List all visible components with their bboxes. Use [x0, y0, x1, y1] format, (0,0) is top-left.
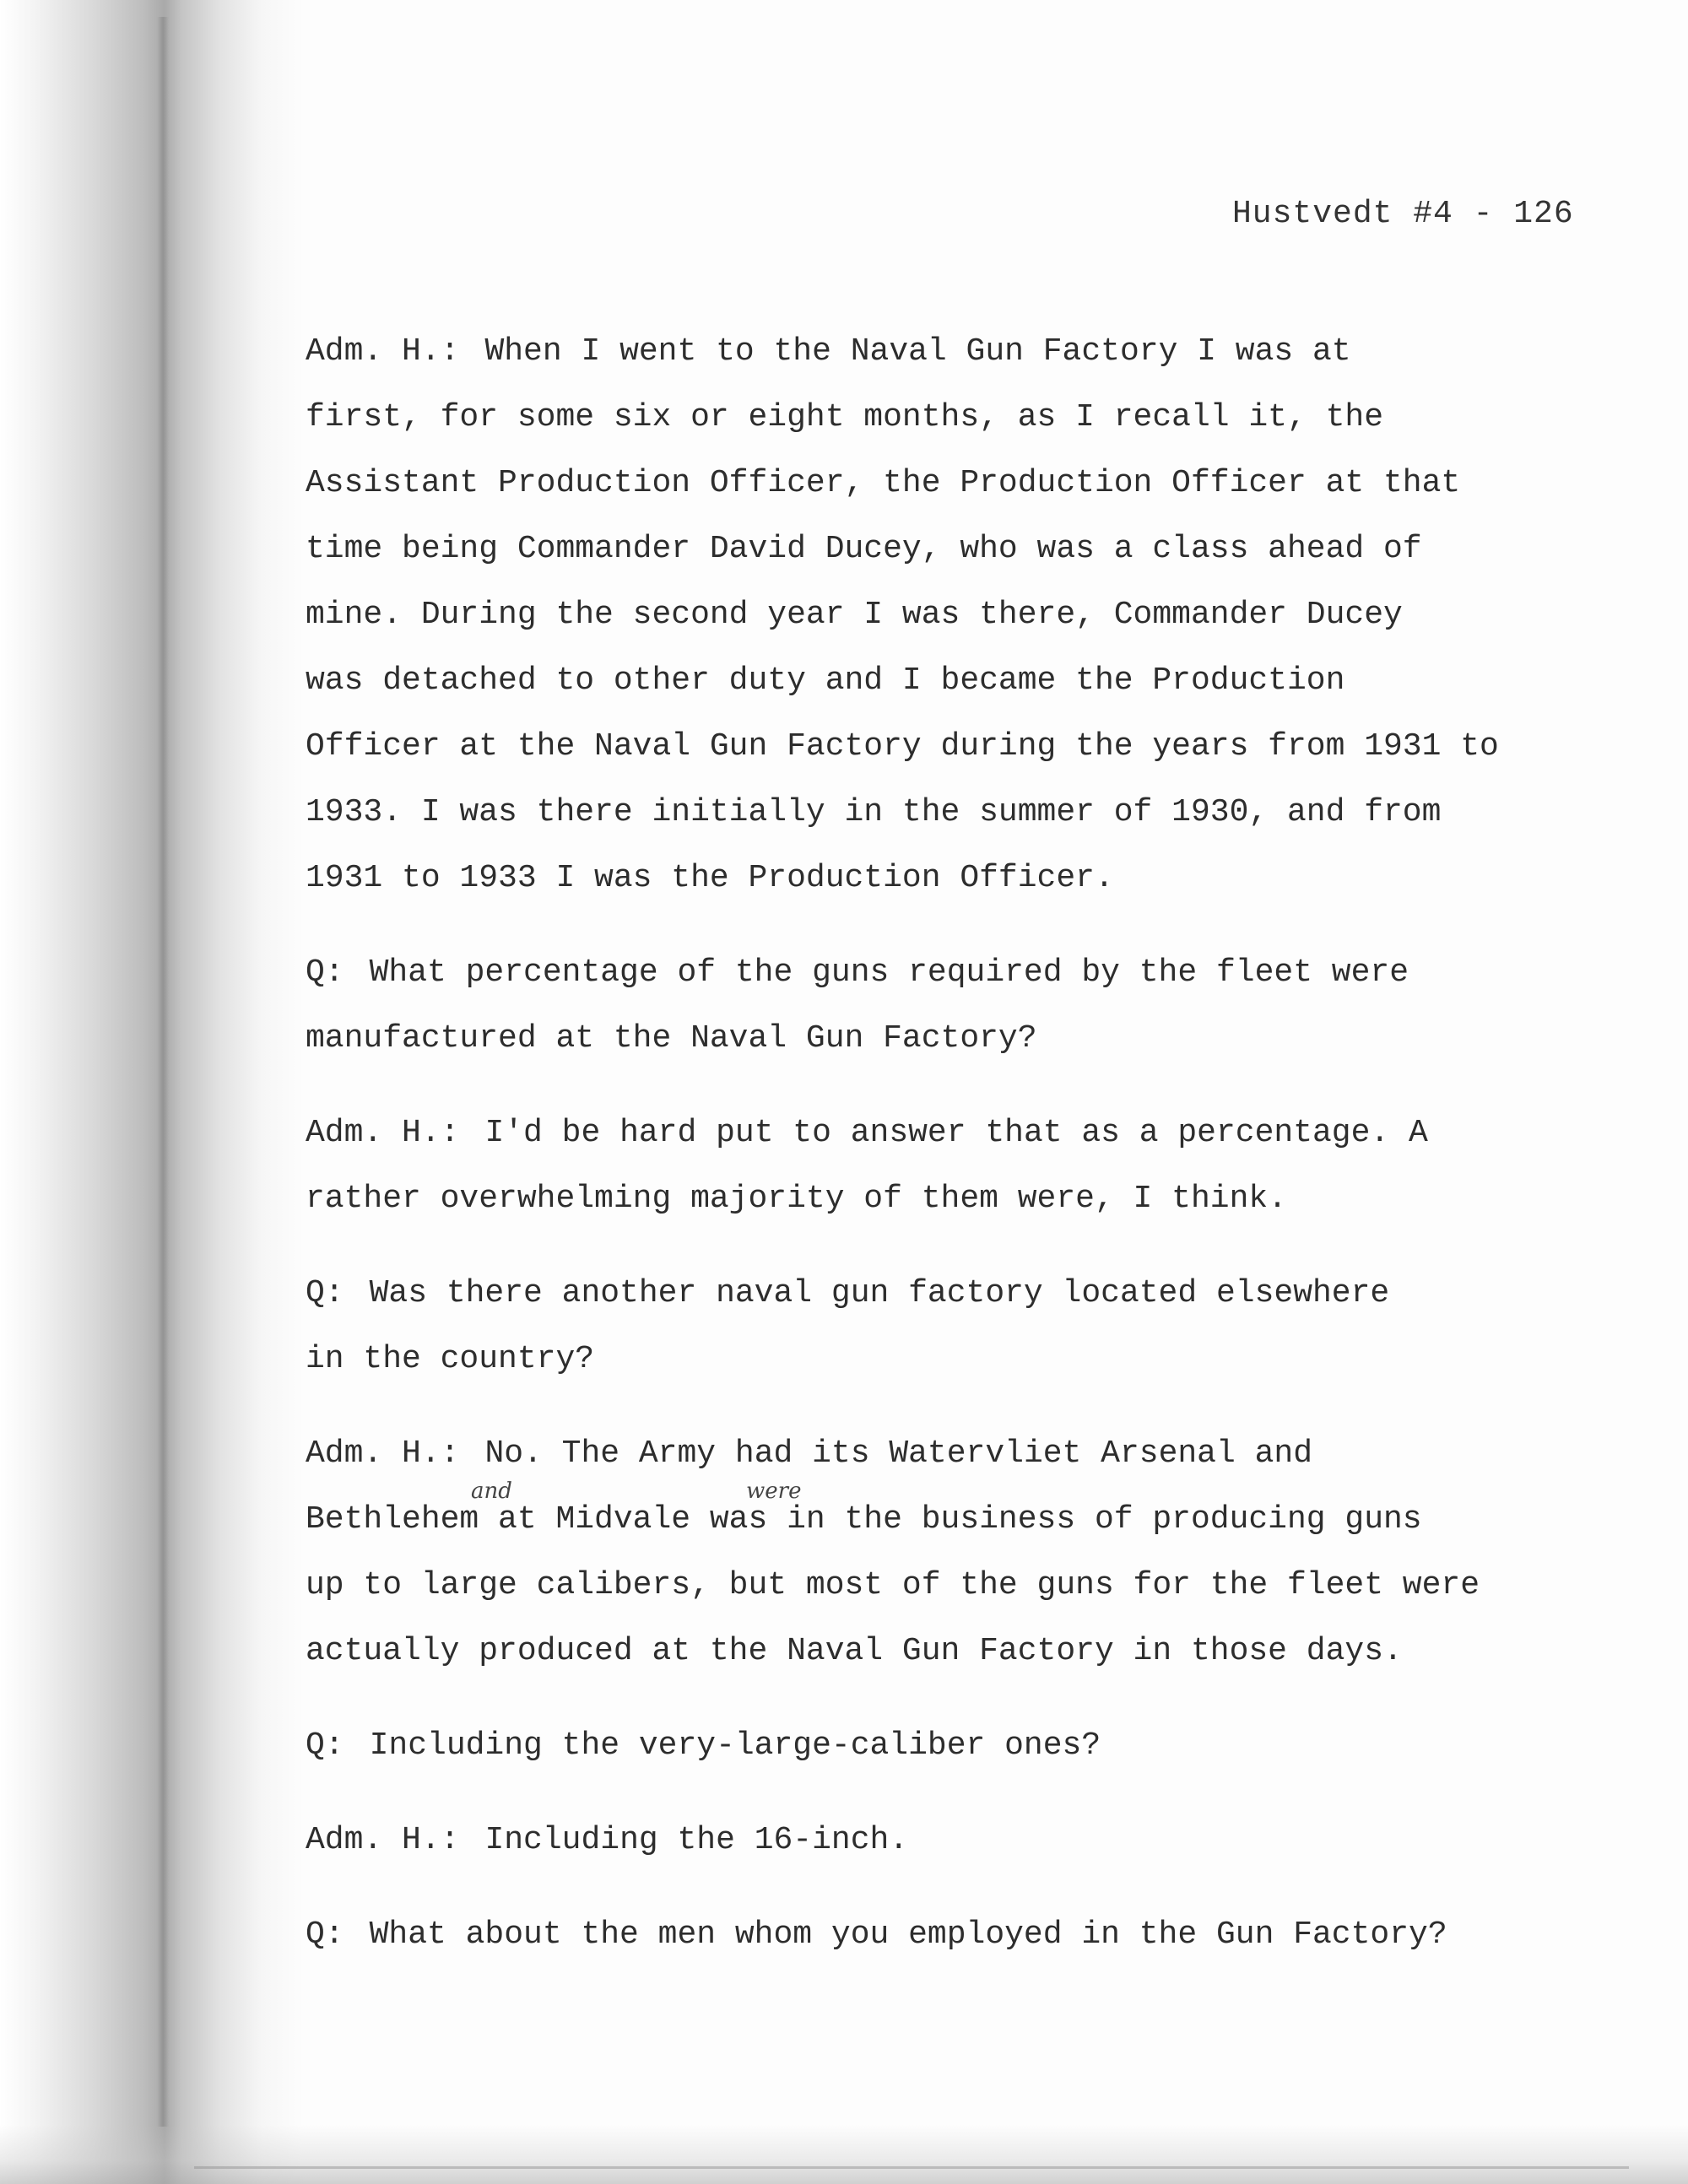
transcript-paragraph-2 — [306, 940, 1555, 1072]
transcript-paragraph-4 — [306, 1261, 1555, 1392]
paragraph-text: What about the men whom you employed in the Gun Factory? — [369, 1916, 1447, 1953]
transcript-paragraph-7 — [306, 1808, 1555, 1873]
speaker-label: Q: — [306, 1916, 344, 1953]
transcript-paragraph-5 — [306, 1421, 1555, 1684]
bottom-edge-shadow — [0, 2125, 1688, 2184]
paragraph-text: When I went to the Naval Gun Factory I was at first, for some six or eight months, as I recall it, the Assistant Production Officer, the Production Officer at that time being Commander David Ducey, who was a class ahead of mine. During the second year I was there, Commander Ducey was detached to other duty and I became the Production Officer at the Naval Gun Factory during the years from 1931 to 1933. I was there initially in the summer of 1930, and from 1931 to 1933 I was the Production Officer. — [306, 333, 1499, 896]
transcript-body — [306, 319, 1555, 1997]
gutter-fold-line — [157, 17, 169, 2127]
speaker-label: Q: — [306, 1275, 344, 1311]
paragraph-text: I'd be hard put to answer that as a percentage. A rather overwhelming majority of them were, I think. — [306, 1115, 1428, 1217]
handwritten-correction-and: and — [471, 1479, 512, 1504]
transcript-paragraph-3 — [306, 1100, 1555, 1232]
bottom-edge-line — [194, 2166, 1629, 2169]
speaker-label: Q: — [306, 954, 344, 991]
paragraph-text: Was there another naval gun factory located elsewhere in the country? — [306, 1275, 1390, 1377]
book-gutter-shadow — [0, 0, 304, 2184]
speaker-label: Q: — [306, 1727, 344, 1764]
speaker-label: Adm. H.: — [306, 333, 460, 370]
paragraph-text: Including the 16-inch. — [484, 1822, 909, 1858]
paragraph-text: Including the very-large-caliber ones? — [369, 1727, 1101, 1764]
paragraph-text: No. The Army had its Watervliet Arsenal and Bethlehem at Midvale was in the business of producing guns up to large calibers, but most of the guns for the fleet were actually produced at the Naval Gun Factory in those days. — [306, 1435, 1480, 1669]
paragraph-text: What percentage of the guns required by the fleet were manufactured at the Naval Gun Factory? — [306, 954, 1409, 1057]
speaker-label: Adm. H.: — [306, 1822, 460, 1858]
transcript-paragraph-6 — [306, 1713, 1555, 1779]
speaker-label: Adm. H.: — [306, 1115, 460, 1151]
speaker-label: Adm. H.: — [306, 1435, 460, 1472]
page-header: Hustvedt #4 - 126 — [1232, 196, 1574, 232]
transcript-paragraph-8 — [306, 1902, 1555, 1968]
transcript-paragraph-1 — [306, 319, 1555, 911]
handwritten-correction-were: were — [746, 1479, 802, 1504]
